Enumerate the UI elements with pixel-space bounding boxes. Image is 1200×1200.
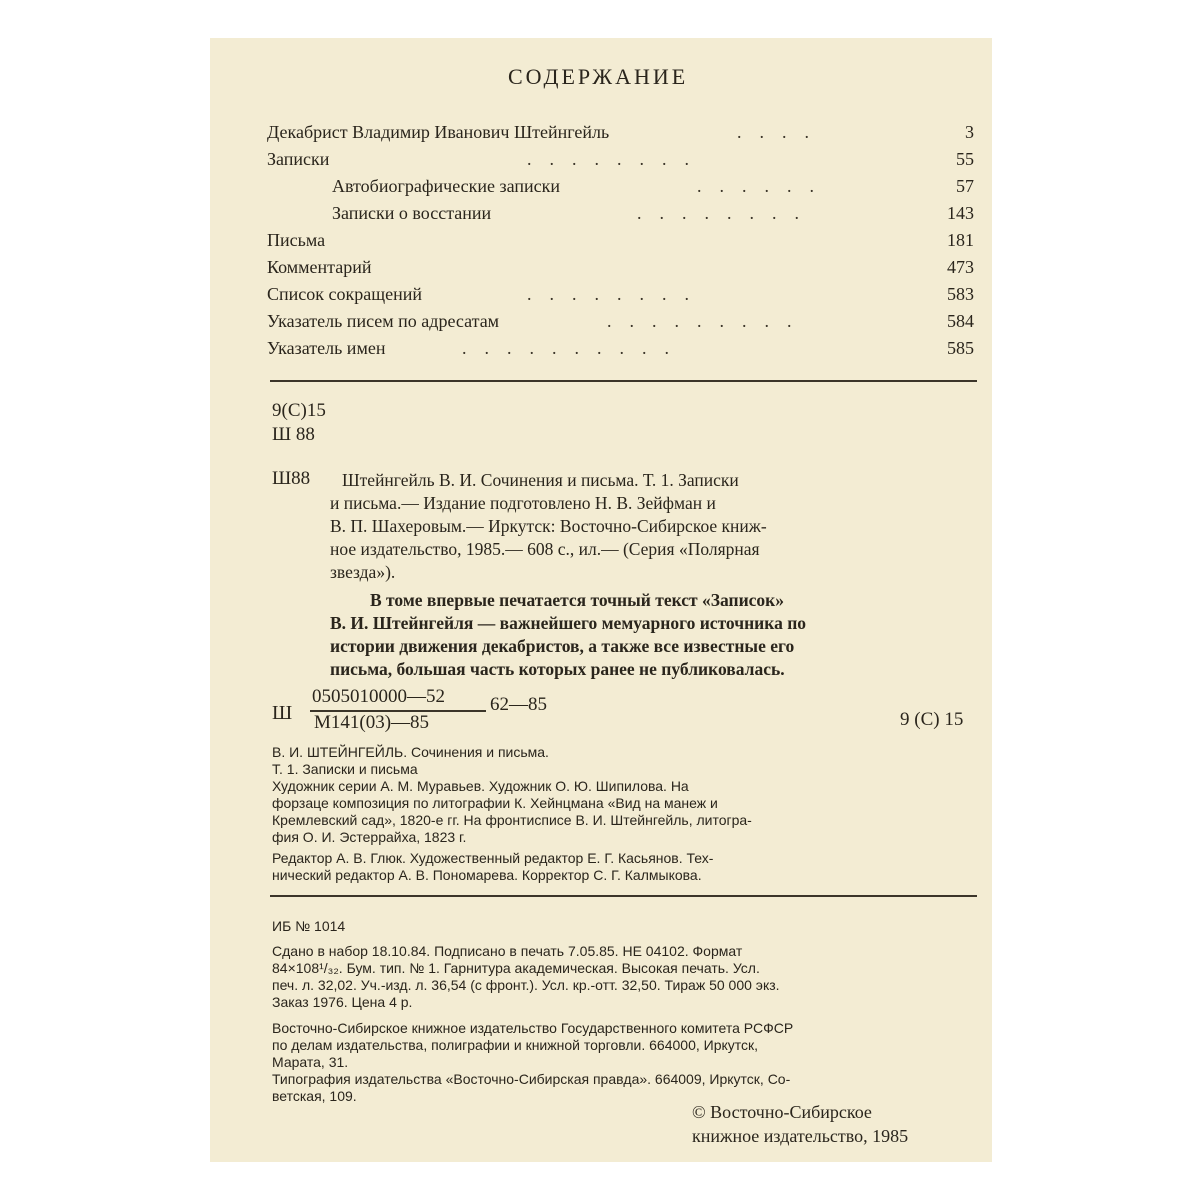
bibliography-line: В. П. Шахеровым.— Иркутск: Восточно-Сибирское книж- [330, 516, 767, 536]
toc-entry-label: Указатель имен [267, 338, 386, 358]
toc-entry-label: Автобиографические записки [332, 176, 560, 196]
credits-line: В. И. ШТЕЙНГЕЙЛЬ. Сочинения и письма. [272, 744, 549, 760]
toc-entry-page: 181 [947, 230, 974, 250]
toc-entry [267, 203, 974, 229]
toc-entry-page: 473 [947, 257, 974, 277]
toc-entry-label: Указатель писем по адресатам [267, 311, 500, 331]
formula-suffix: 62—85 [490, 694, 547, 715]
toc-entry-page: 57 [956, 176, 974, 196]
divider [270, 380, 977, 382]
toc-entry-page: 3 [965, 122, 974, 142]
leader-dots: ......... [607, 311, 810, 331]
credits-line: Кремлевский сад», 1820-е гг. На фронтисписе В. И. Штейнгейль, литогра- [272, 812, 752, 828]
book-page [210, 38, 992, 1162]
toc-entry [267, 257, 974, 283]
toc-entry-label: Записки о восстании [332, 203, 492, 223]
author-mark: Ш 88 [272, 424, 315, 445]
toc-entry [267, 149, 974, 175]
leader-dots: .... [737, 122, 827, 142]
toc-entry [267, 230, 974, 256]
publisher-line: Марата, 31. [272, 1054, 349, 1070]
credits-line: Художник серии А. М. Муравьев. Художник О. Ю. Шипилова. На [272, 778, 689, 794]
leader-dots: ........ [527, 149, 707, 169]
copyright-line: книжное издательство, 1985 [692, 1126, 909, 1146]
leader-dots: ...... [697, 176, 832, 196]
annotation-line: истории движения декабристов, а также все известные его [330, 636, 795, 656]
annotation-line: В томе впервые печатается точный текст «Записок» [370, 590, 785, 610]
toc-entry [267, 338, 974, 364]
bibliography-line: Штейнгейль В. И. Сочинения и письма. Т. 1. Записки [342, 470, 739, 490]
toc-entry [267, 122, 974, 148]
toc-entry-label: Записки [267, 149, 330, 169]
formula-right-code: 9 (С) 15 [900, 709, 964, 730]
bibliography-index: Ш88 [272, 468, 311, 489]
annotation-line: В. И. Штейнгейля — важнейшего мемуарного источника по [330, 613, 807, 633]
formula-denominator: М141(03)—85 [314, 712, 430, 733]
copyright-line: © Восточно-Сибирское [692, 1102, 872, 1122]
formula-numerator: 0505010000—52 [312, 686, 445, 707]
leader-dots: ........ [527, 284, 707, 304]
publisher-line: Типография издательства «Восточно-Сибирская правда». 664009, Иркутск, Со- [272, 1071, 791, 1087]
publisher-line: по делам издательства, полиграфии и книжной торговли. 664000, Иркутск, [272, 1037, 759, 1053]
toc-entry [267, 284, 974, 310]
toc-entry-label: Декабрист Владимир Иванович Штейнгейль [267, 122, 610, 142]
ib-number: ИБ № 1014 [272, 918, 346, 934]
divider [270, 895, 977, 897]
leader-dots: ........ [637, 203, 817, 223]
toc-entry-page: 585 [947, 338, 974, 358]
leader-dots: .......... [462, 338, 687, 358]
credits-line: Редактор А. В. Глюк. Художественный редактор Е. Г. Касьянов. Тех- [272, 850, 714, 866]
toc-entry-label: Список сокращений [267, 284, 422, 304]
credits-line: нический редактор А. В. Пономарева. Корректор С. Г. Калмыкова. [272, 867, 702, 883]
bibliography-line: ное издательство, 1985.— 608 с., ил.— (Серия «Полярная [330, 539, 760, 559]
contents-title: СОДЕРЖАНИЕ [508, 64, 689, 89]
credits-line: фия О. И. Эстеррайха, 1823 г. [272, 829, 467, 845]
credits-line: Т. 1. Записки и письма [272, 761, 418, 777]
toc-entry-label: Комментарий [267, 257, 372, 277]
formula-prefix: Ш [272, 702, 293, 724]
toc-entry [267, 176, 974, 202]
annotation-line: письма, большая часть которых ранее не публиковалась. [330, 659, 785, 679]
print-info-line: 84×108¹/₃₂. Бум. тип. № 1. Гарнитура академическая. Высокая печать. Усл. [272, 960, 760, 976]
print-info-line: Сдано в набор 18.10.84. Подписано в печать 7.05.85. НЕ 04102. Формат [272, 943, 743, 959]
toc-entry-page: 55 [956, 149, 974, 169]
toc-entry-page: 584 [947, 311, 974, 331]
toc-entry-page: 583 [947, 284, 974, 304]
classification-code: 9(С)15 [272, 400, 326, 421]
print-info-line: Заказ 1976. Цена 4 р. [272, 994, 413, 1010]
bibliography-line: и письма.— Издание подготовлено Н. В. Зейфман и [330, 493, 716, 513]
toc-entry-label: Письма [267, 230, 326, 250]
toc-entry-page: 143 [947, 203, 974, 223]
credits-line: форзаце композиция по литографии К. Хейнцмана «Вид на манеж и [272, 795, 718, 811]
bibliography-line: звезда»). [330, 562, 396, 582]
publisher-line: Восточно-Сибирское книжное издательство Государственного комитета РСФСР [272, 1020, 794, 1036]
print-info-line: печ. л. 32,02. Уч.-изд. л. 36,54 (с фронт.). Усл. кр.-отт. 32,50. Тираж 50 000 экз. [272, 977, 780, 993]
publisher-line: ветская, 109. [272, 1088, 357, 1104]
toc-entry [267, 311, 974, 337]
